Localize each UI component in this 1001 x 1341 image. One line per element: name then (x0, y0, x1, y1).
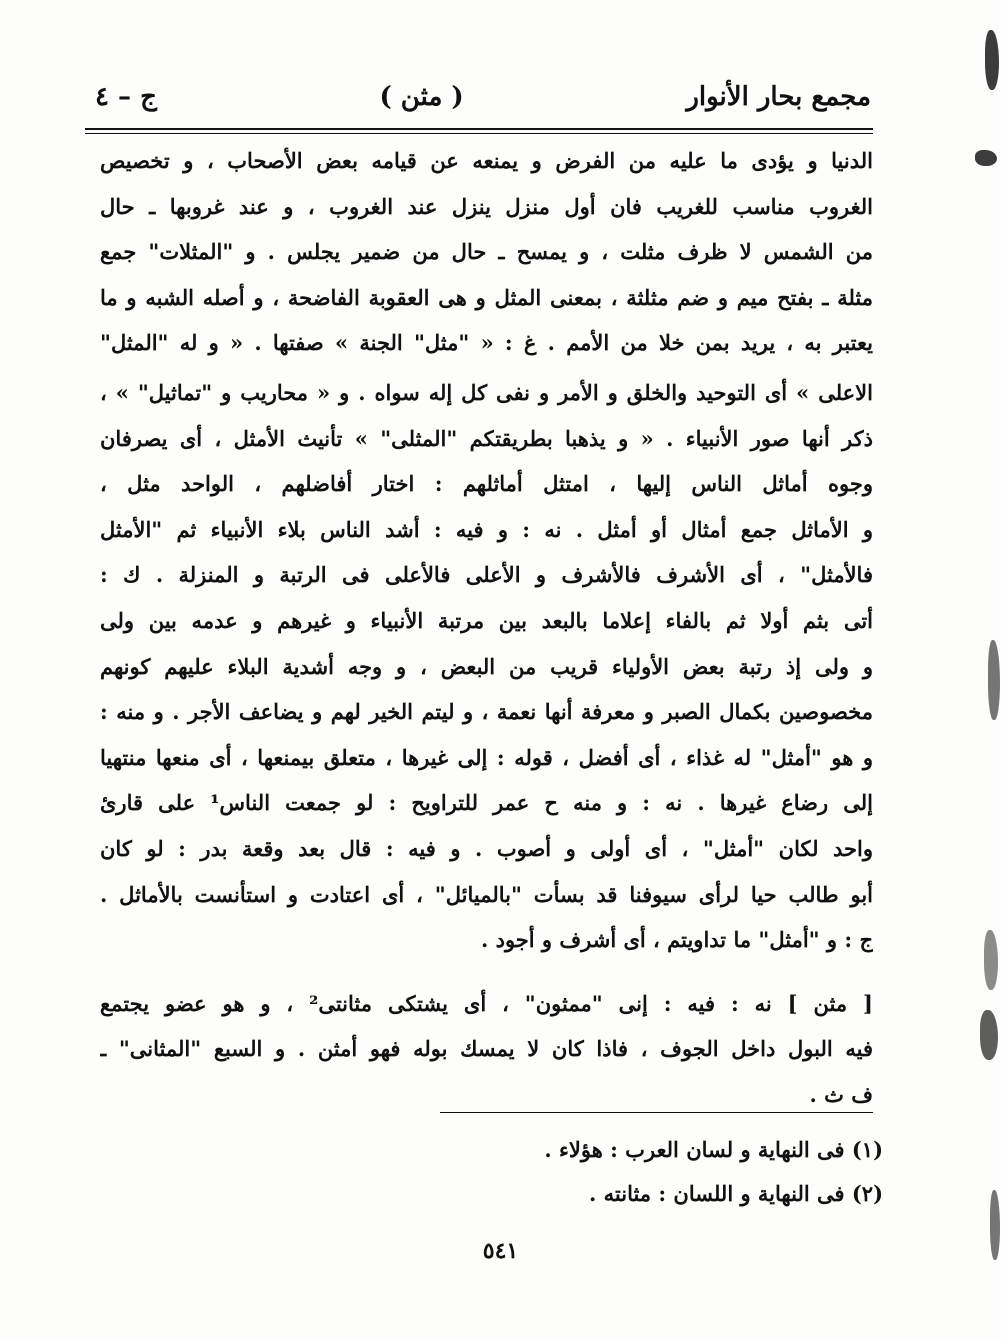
text-line: أتى بثم أولا ثم بالفاء إعلاما بالبعد بين مرتبة الأنبياء و غيرهم و عدمه بين ولى (100, 607, 873, 633)
scan-artifact (985, 30, 999, 90)
text-line: و هو "أمثل" له غذاء ، أى أفضل ، قوله : إلى غيرها ، متعلق بيمنعها ، أى منعها منتهيا (100, 744, 873, 770)
text-line: الغروب مناسب للغريب فان أول منزل ينزل عند الغروب ، و عند غروبها ـ حال (100, 193, 873, 219)
text-line: ف ث . (809, 1081, 873, 1107)
volume-number: ج – ٤ (95, 82, 157, 112)
footnote-2: (٢) فى النهاية و اللسان : مثانته . (589, 1181, 883, 1206)
text-line: الاعلى » أى التوحيد والخلق و الأمر و نفى كل إله سواه . و « محاريب و "تماثيل" » ، (100, 379, 873, 405)
text-line: ذكر أنها صور الأنبياء . « و يذهبا بطريقتكم "المثلى" » تأنيث الأمثل ، أى يصرفان (100, 425, 873, 451)
text-line: الدنيا و يؤدى ما عليه من الفرض و يمنعه عن قيامه بعض الأصحاب ، و تخصيص (100, 148, 873, 173)
header-rule (85, 128, 873, 130)
scan-artifact (975, 150, 997, 166)
main-text (100, 138, 873, 1117)
footnotes (400, 1128, 883, 1216)
text-line: ج : و "أمثل" ما تداويتم ، أى أشرف و أجود . (480, 927, 873, 953)
text-line: واحد لكان "أمثل" ، أى أولى و أصوب . و فيه : قال بعد وقعة بدر : لو كان (100, 835, 873, 861)
scan-artifact (980, 1010, 998, 1060)
scan-artifact (988, 640, 1000, 720)
text-line: يعتبر به ، يريد بمن خلا من الأمم . غ : « "مثل" الجنة » صفتها . « و له "المثل" (100, 330, 873, 356)
footnote-1: (١) فى النهاية و لسان العرب : هؤلاء . (544, 1137, 883, 1162)
text-line: مخصوصين بكمال الصبر و معرفة أنها نعمة ، و ليتم الخير لهم و يضاعف الأجر . و منه : (100, 699, 873, 725)
paragraph-gap (100, 963, 873, 981)
text-line: [ مثن ] نه : فيه : إنى "ممثون" ، أى يشتكى مثانتى² ، و هو عضو يجتمع (100, 990, 873, 1016)
text-line: وجوه أماثل الناس إليها ، امتثل أماثلهم : اختار أفاضلهم ، الواحد مثل ، (100, 471, 873, 497)
text-line: و ولى إذ رتبة بعض الأولياء قريب من البعض ، و وجه أشدية البلاء عليهم كونهم (100, 653, 873, 679)
book-title: مجمع بحار الأنوار (686, 82, 871, 112)
footnote-rule (440, 1112, 873, 1113)
page-header (95, 72, 871, 122)
scan-artifact (984, 930, 998, 990)
text-line: من الشمس لا ظرف مثلت ، و يمسح ـ حال من ضمير يجلس . و "المثلات" جمع (100, 239, 873, 265)
text-line: أبو طالب حيا لرأى سيوفنا قد بسأت "بالميائل" ، أى اعتادت و استأنست بالأماثل . (100, 881, 873, 907)
header-rule-thin (85, 133, 873, 134)
entry-word: ( مثن ) (379, 82, 464, 112)
text-line: مثلة ـ بفتح ميم و ضم مثلثة ، بمعنى المثل و هى العقوبة الفاضحة ، و أصله الشبه و ما (100, 284, 873, 310)
text-line: إلى رضاع غيرها . نه : و منه ح عمر للتراويح : لو جمعت الناس¹ على قارئ (100, 790, 873, 816)
text-line: فيه البول داخل الجوف ، فاذا كان لا يمسك بوله فهو أمثن . و السبع "المثانى" ـ (100, 1036, 873, 1062)
text-line: فالأمثل" ، أى الأشرف فالأشرف و الأعلى فالأعلى فى الرتبة و المنزلة . ك : (100, 562, 873, 588)
page-number: ٥٤١ (482, 1238, 519, 1264)
text-line: و الأماثل جمع أمثال أو أمثل . نه : و فيه : أشد الناس بلاء الأنبياء ثم "الأمثل (100, 516, 873, 542)
